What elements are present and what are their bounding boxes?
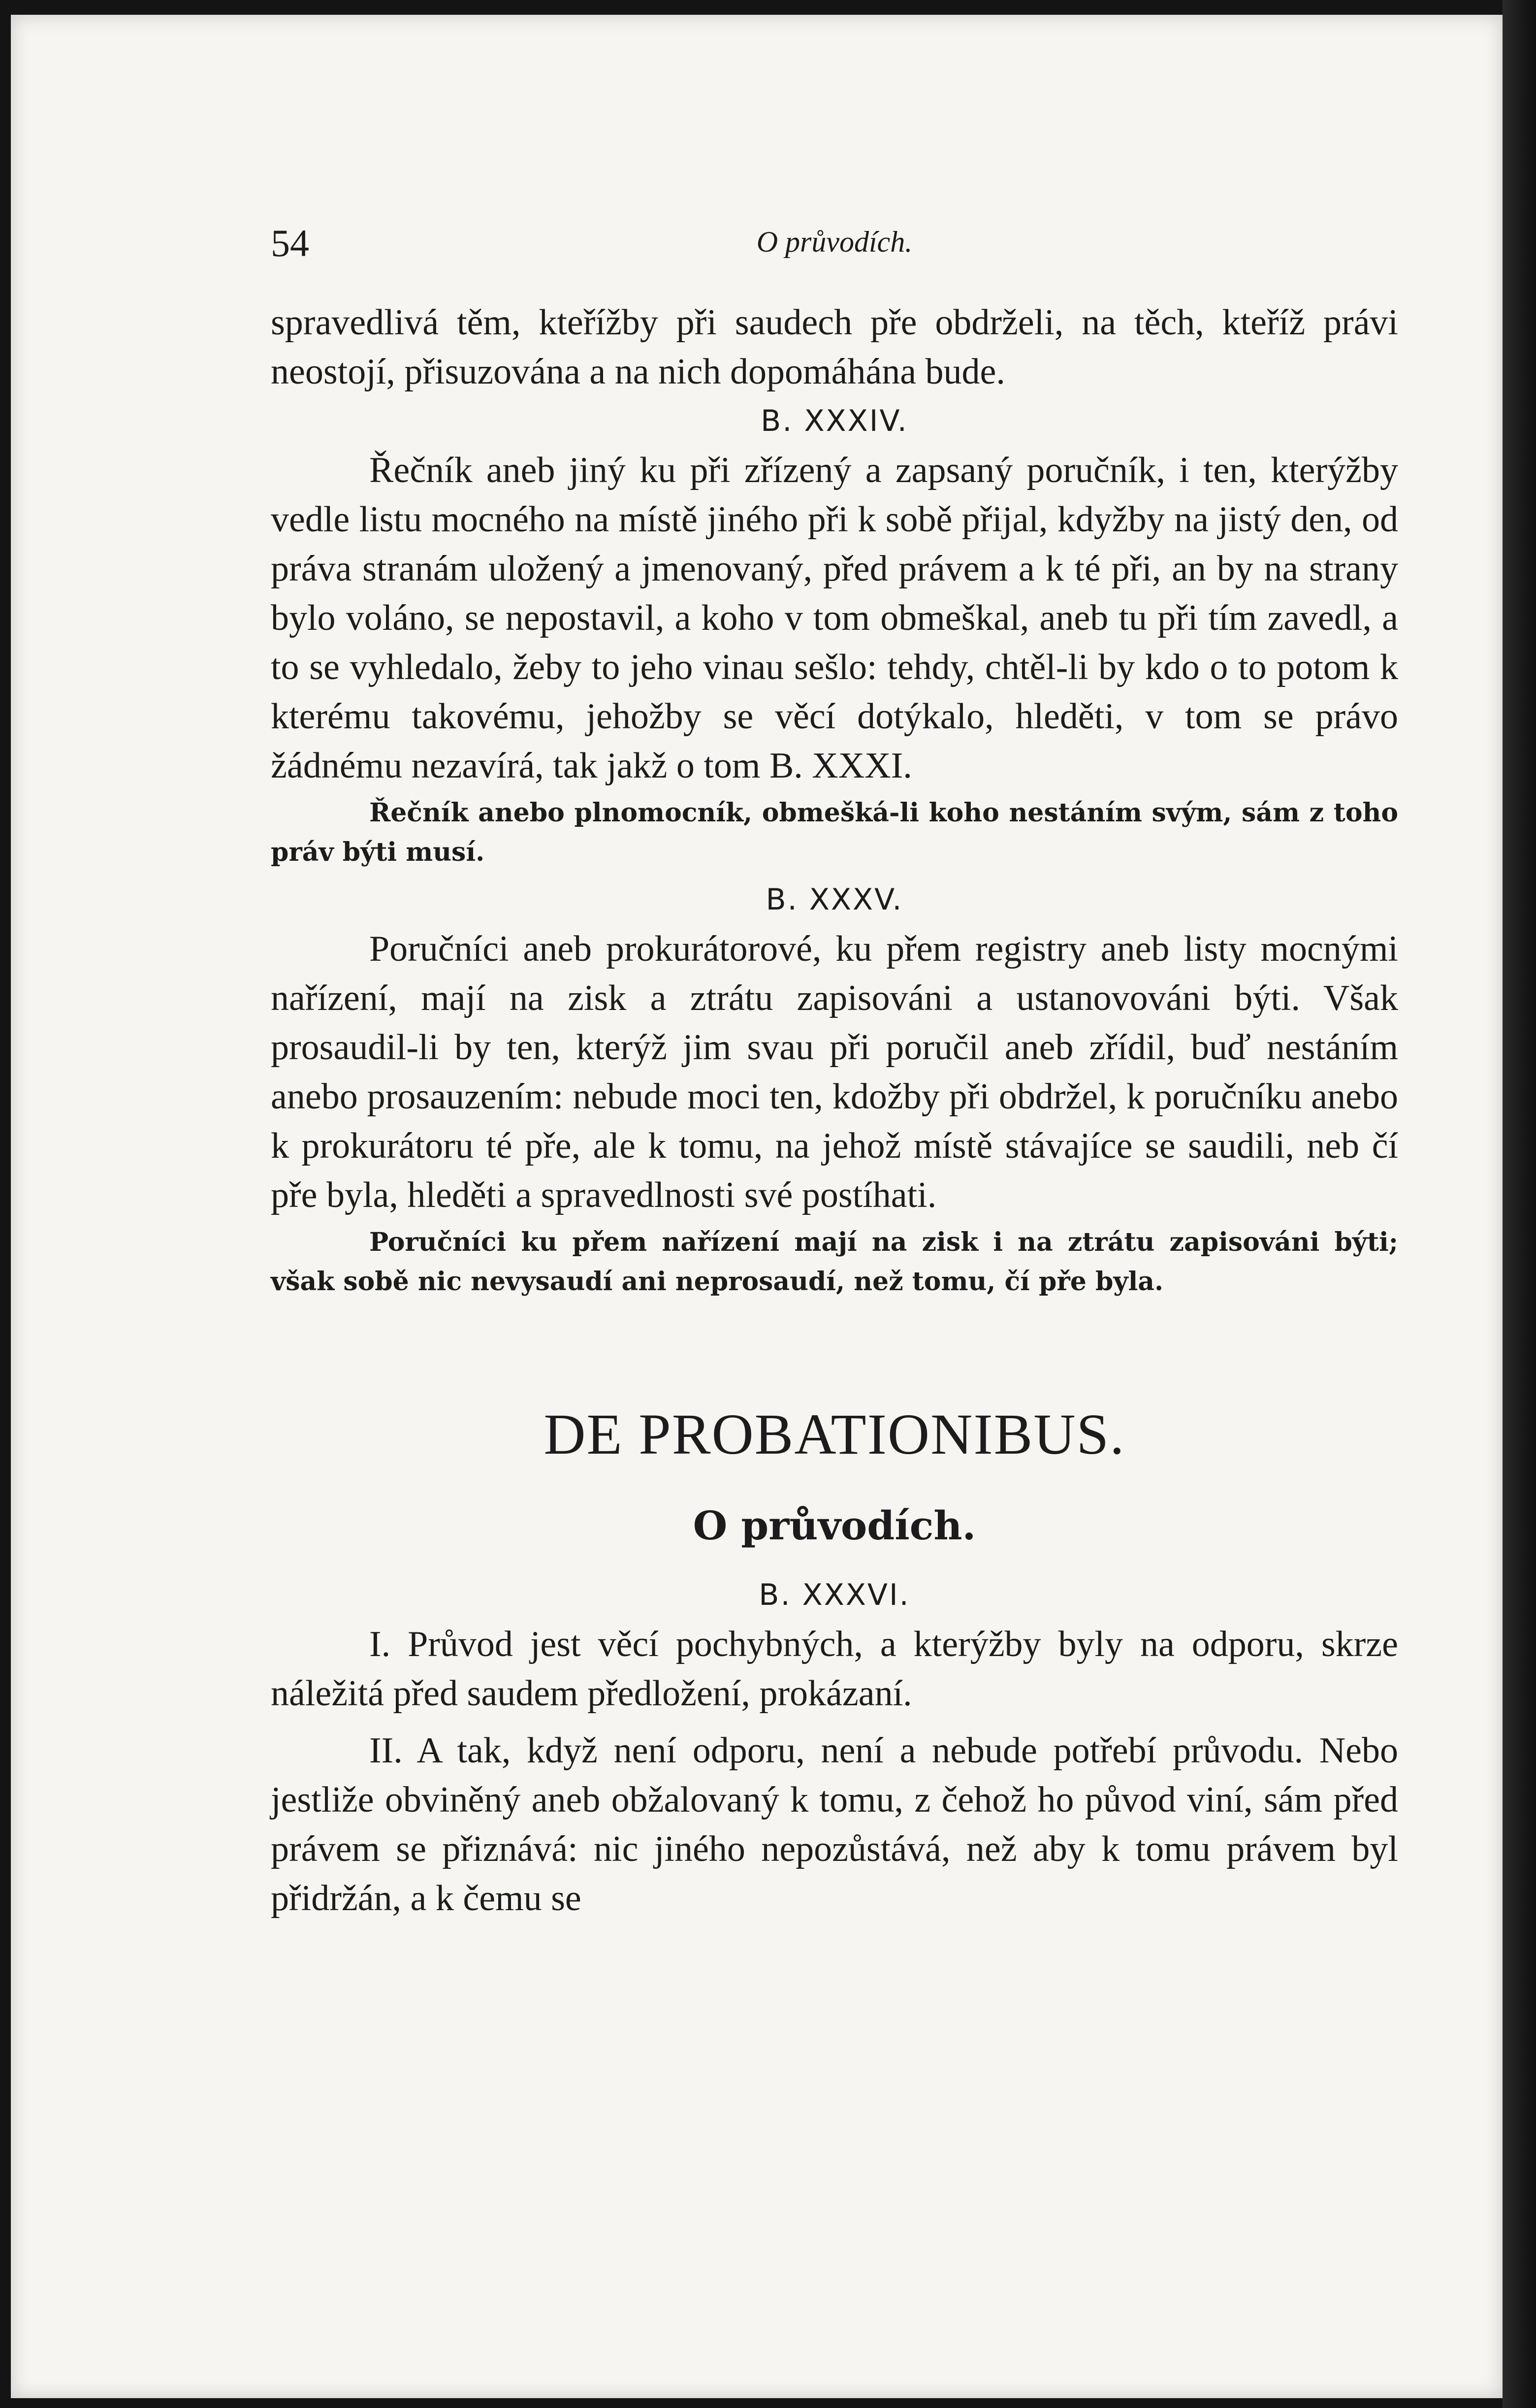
running-title: O průvodích. — [756, 226, 913, 258]
section-34-paragraph: Řečník aneb jiný ku při zřízený a zapsaný poručník, i ten, kterýžby vedle listu mocného na místě jiného při k sobě přijal, kdyžby na jistý den, od práva stranám uložený a jmenovaný, před právem a k té při, an by na strany bylo voláno, se nepostavil, a koho v tom obmeškal, aneb tu při tím zavedl, a to se vyhledalo, žeby to jeho vinau sešlo: tehdy, chtěl-li by kdo o to potom k kterému takovému, jehožby se věcí dotýkalo, hleděti, v tom se právo žádnému nezavírá, tak jakž o tom B. XXXI. — [271, 450, 1398, 786]
page-edge-shadow — [1503, 0, 1536, 2408]
section-36-paragraph-2: II. A tak, když není odporu, není a nebude potřebí průvodu. Nebo jestliže obviněný aneb obžalovaný k tomu, z čehož ho původ viní, sám před právem se přiznává: nic jiného nepozůstává, než aby k tomu právem byl přidržán, a k čemu se — [271, 1730, 1398, 1919]
chapter-title: DE PROBATIONIBUS. — [544, 1402, 1125, 1466]
chapter-subtitle: O průvodích. — [693, 1502, 976, 1549]
section-34-note: Řečník anebo plnomocník, obmešká-li koho nestáním svým, sám z toho práv býti musí. — [271, 798, 1398, 867]
section-36-paragraph-1: I. Průvod jest věcí pochybných, a kterýžby byly na odporu, skrze náležitá před saudem předložení, prokázaní. — [271, 1624, 1398, 1714]
opening-paragraph: spravedlivá těm, kteřížby při saudech pře obdrželi, na těch, kteříž právi neostojí, přisuzována a na nich dopomáhána bude. — [271, 302, 1398, 392]
running-head — [271, 224, 1398, 298]
text-block — [271, 224, 1398, 1923]
section-35-paragraph: Poručníci aneb prokurátorové, ku přem registry aneb listy mocnými nařízení, mají na zisk a ztrátu zapisováni a ustanovováni býti. Však prosaudil-li by ten, kterýž jim svau při poručil aneb zřídil, buď nestáním anebo prosauzením: nebude moci ten, kdožby při obdržel, k poručníku anebo k prokurátoru té pře, ale k tomu, na jehož místě stávajíce se saudili, neb čí pře byla, hleděti a spravedlnosti své postíhati. — [271, 929, 1398, 1215]
section-heading-36: B. XXXVI. — [759, 1578, 910, 1612]
section-35-note: Poručníci ku přem nařízení mají na zisk i na ztrátu zapisováni býti; však sobě nic nevysaudí ani neprosaudí, než tomu, čí pře byla. — [271, 1227, 1398, 1297]
section-heading-34: B. XXXIV. — [761, 404, 908, 438]
section-heading-35: B. XXXV. — [766, 882, 903, 917]
page-number: 54 — [271, 222, 309, 264]
